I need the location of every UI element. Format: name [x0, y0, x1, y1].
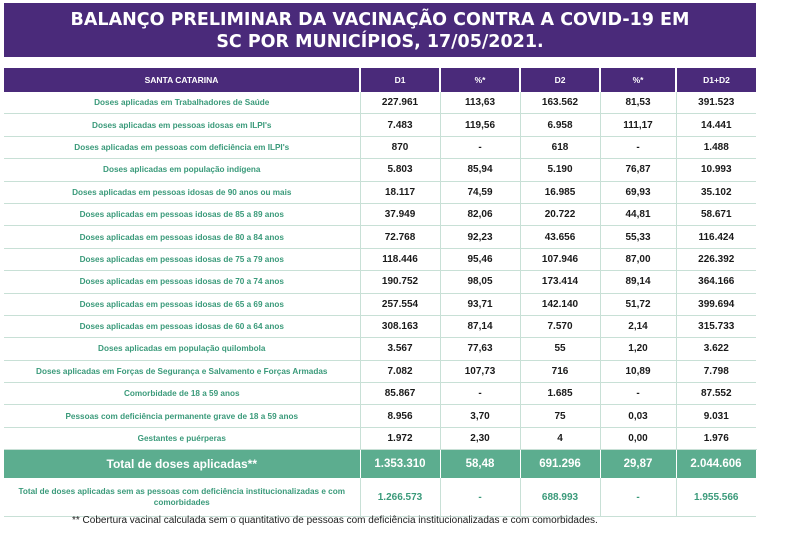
subtotal-row — [4, 478, 756, 517]
d1-d2-value: 10.993 — [676, 159, 756, 181]
table-row — [4, 159, 756, 181]
total-row — [4, 450, 756, 479]
d1-value: 1.353.310 — [360, 450, 440, 479]
table-row — [4, 315, 756, 337]
d1-d2-value: 35.102 — [676, 181, 756, 203]
pct-d2-value: 0,03 — [600, 405, 676, 427]
d1-value: 1.972 — [360, 427, 440, 449]
row-label: Doses aplicadas em pessoas idosas de 70 a 74 anos — [4, 271, 360, 293]
pct-d2-value: 44,81 — [600, 203, 676, 225]
d1-value: 870 — [360, 136, 440, 158]
pct-d1-value: 119,56 — [440, 114, 520, 136]
row-label: Doses aplicadas em pessoas idosas de 60 a 64 anos — [4, 315, 360, 337]
d2-value: 618 — [520, 136, 600, 158]
row-label: Total de doses aplicadas** — [4, 450, 360, 479]
header-d1: D1 — [360, 68, 440, 92]
table-row — [4, 203, 756, 225]
d1-d2-value: 2.044.606 — [676, 450, 756, 479]
table-row — [4, 271, 756, 293]
d2-value: 75 — [520, 405, 600, 427]
d1-value: 3.567 — [360, 338, 440, 360]
pct-d2-value: 51,72 — [600, 293, 676, 315]
d2-value: 55 — [520, 338, 600, 360]
pct-d1-value: 95,46 — [440, 248, 520, 270]
pct-d1-value: 3,70 — [440, 405, 520, 427]
table-row — [4, 248, 756, 270]
row-label: Doses aplicadas em pessoas idosas em ILPI's — [4, 114, 360, 136]
pct-d2-value: 55,33 — [600, 226, 676, 248]
d2-value: 20.722 — [520, 203, 600, 225]
pct-d1-value: 113,63 — [440, 92, 520, 114]
d2-value: 107.946 — [520, 248, 600, 270]
d2-value: 691.296 — [520, 450, 600, 479]
pct-d1-value: 74,59 — [440, 181, 520, 203]
d1-d2-value: 1.955.566 — [676, 478, 756, 517]
d2-value: 142.140 — [520, 293, 600, 315]
d1-value: 1.266.573 — [360, 478, 440, 517]
pct-d1-value: 2,30 — [440, 427, 520, 449]
d1-value: 7.082 — [360, 360, 440, 382]
d2-value: 16.985 — [520, 181, 600, 203]
d1-value: 308.163 — [360, 315, 440, 337]
pct-d2-value: 76,87 — [600, 159, 676, 181]
d1-value: 85.867 — [360, 383, 440, 405]
pct-d2-value: 0,00 — [600, 427, 676, 449]
d1-value: 37.949 — [360, 203, 440, 225]
d1-d2-value: 14.441 — [676, 114, 756, 136]
d1-value: 227.961 — [360, 92, 440, 114]
d2-value: 1.685 — [520, 383, 600, 405]
header-row — [4, 68, 756, 92]
pct-d1-value: 77,63 — [440, 338, 520, 360]
d1-value: 7.483 — [360, 114, 440, 136]
vaccination-table — [4, 68, 757, 517]
title-line-1: BALANÇO PRELIMINAR DA VACINAÇÃO CONTRA A COVID-19 EM — [70, 10, 690, 30]
table-row — [4, 92, 756, 114]
table-row — [4, 181, 756, 203]
table-row — [4, 427, 756, 449]
pct-d2-value: 69,93 — [600, 181, 676, 203]
pct-d2-value: 87,00 — [600, 248, 676, 270]
d1-d2-value: 399.694 — [676, 293, 756, 315]
pct-d2-value: 1,20 — [600, 338, 676, 360]
table-row — [4, 136, 756, 158]
pct-d2-value: - — [600, 383, 676, 405]
row-label: Doses aplicadas em Forças de Segurança e Salvamento e Forças Armadas — [4, 360, 360, 382]
d1-d2-value: 1.488 — [676, 136, 756, 158]
pct-d1-value: 82,06 — [440, 203, 520, 225]
pct-d2-value: 2,14 — [600, 315, 676, 337]
row-label: Doses aplicadas em pessoas com deficiência em ILPI's — [4, 136, 360, 158]
pct-d1-value: 87,14 — [440, 315, 520, 337]
d1-value: 5.803 — [360, 159, 440, 181]
pct-d2-value: 111,17 — [600, 114, 676, 136]
pct-d1-value: 93,71 — [440, 293, 520, 315]
d1-d2-value: 364.166 — [676, 271, 756, 293]
title-banner — [4, 3, 756, 57]
row-label: Pessoas com deficiência permanente grave de 18 a 59 anos — [4, 405, 360, 427]
pct-d1-value: - — [440, 136, 520, 158]
pct-d1-value: 92,23 — [440, 226, 520, 248]
row-label: Doses aplicadas em Trabalhadores de Saúde — [4, 92, 360, 114]
d1-d2-value: 3.622 — [676, 338, 756, 360]
pct-d1-value: 85,94 — [440, 159, 520, 181]
header-pct-d2: %* — [600, 68, 676, 92]
header-d2: D2 — [520, 68, 600, 92]
pct-d1-value: 98,05 — [440, 271, 520, 293]
row-label: Doses aplicadas em população quilombola — [4, 338, 360, 360]
title-line-2: SC POR MUNICÍPIOS, 17/05/2021. — [216, 32, 544, 52]
table-row — [4, 226, 756, 248]
d1-d2-value: 7.798 — [676, 360, 756, 382]
header-pct-d1: %* — [440, 68, 520, 92]
d2-value: 4 — [520, 427, 600, 449]
d1-value: 72.768 — [360, 226, 440, 248]
table-row — [4, 360, 756, 382]
row-label: Comorbidade de 18 a 59 anos — [4, 383, 360, 405]
d1-d2-value: 315.733 — [676, 315, 756, 337]
pct-d2-value: 29,87 — [600, 450, 676, 479]
header-d1-d2: D1+D2 — [676, 68, 756, 92]
pct-d2-value: 10,89 — [600, 360, 676, 382]
d1-d2-value: 58.671 — [676, 203, 756, 225]
d2-value: 688.993 — [520, 478, 600, 517]
footnote: ** Cobertura vacinal calculada sem o quantitativo de pessoas com deficiência institucionalizadas e com comorbidades. — [72, 515, 598, 526]
d1-value: 257.554 — [360, 293, 440, 315]
pct-d1-value: - — [440, 478, 520, 517]
d1-d2-value: 116.424 — [676, 226, 756, 248]
d1-d2-value: 391.523 — [676, 92, 756, 114]
d1-d2-value: 1.976 — [676, 427, 756, 449]
table-row — [4, 338, 756, 360]
d2-value: 716 — [520, 360, 600, 382]
pct-d2-value: - — [600, 478, 676, 517]
row-label: Doses aplicadas em pessoas idosas de 75 a 79 anos — [4, 248, 360, 270]
row-label: Doses aplicadas em pessoas idosas de 80 a 84 anos — [4, 226, 360, 248]
table-row — [4, 405, 756, 427]
pct-d1-value: - — [440, 383, 520, 405]
d2-value: 163.562 — [520, 92, 600, 114]
table-row — [4, 383, 756, 405]
header-state: SANTA CATARINA — [4, 68, 360, 92]
d1-d2-value: 87.552 — [676, 383, 756, 405]
row-label: Total de doses aplicadas sem as pessoas com deficiência institucionalizadas e com comorbidades — [4, 478, 360, 517]
table-row — [4, 293, 756, 315]
d1-value: 8.956 — [360, 405, 440, 427]
table-row — [4, 114, 756, 136]
d2-value: 7.570 — [520, 315, 600, 337]
pct-d2-value: 81,53 — [600, 92, 676, 114]
d2-value: 6.958 — [520, 114, 600, 136]
d1-value: 118.446 — [360, 248, 440, 270]
d1-value: 18.117 — [360, 181, 440, 203]
pct-d2-value: 89,14 — [600, 271, 676, 293]
row-label: Doses aplicadas em população indígena — [4, 159, 360, 181]
row-label: Gestantes e puérperas — [4, 427, 360, 449]
d1-value: 190.752 — [360, 271, 440, 293]
d2-value: 5.190 — [520, 159, 600, 181]
row-label: Doses aplicadas em pessoas idosas de 90 anos ou mais — [4, 181, 360, 203]
pct-d1-value: 107,73 — [440, 360, 520, 382]
pct-d1-value: 58,48 — [440, 450, 520, 479]
d2-value: 43.656 — [520, 226, 600, 248]
row-label: Doses aplicadas em pessoas idosas de 65 a 69 anos — [4, 293, 360, 315]
pct-d2-value: - — [600, 136, 676, 158]
d2-value: 173.414 — [520, 271, 600, 293]
d1-d2-value: 226.392 — [676, 248, 756, 270]
d1-d2-value: 9.031 — [676, 405, 756, 427]
row-label: Doses aplicadas em pessoas idosas de 85 a 89 anos — [4, 203, 360, 225]
